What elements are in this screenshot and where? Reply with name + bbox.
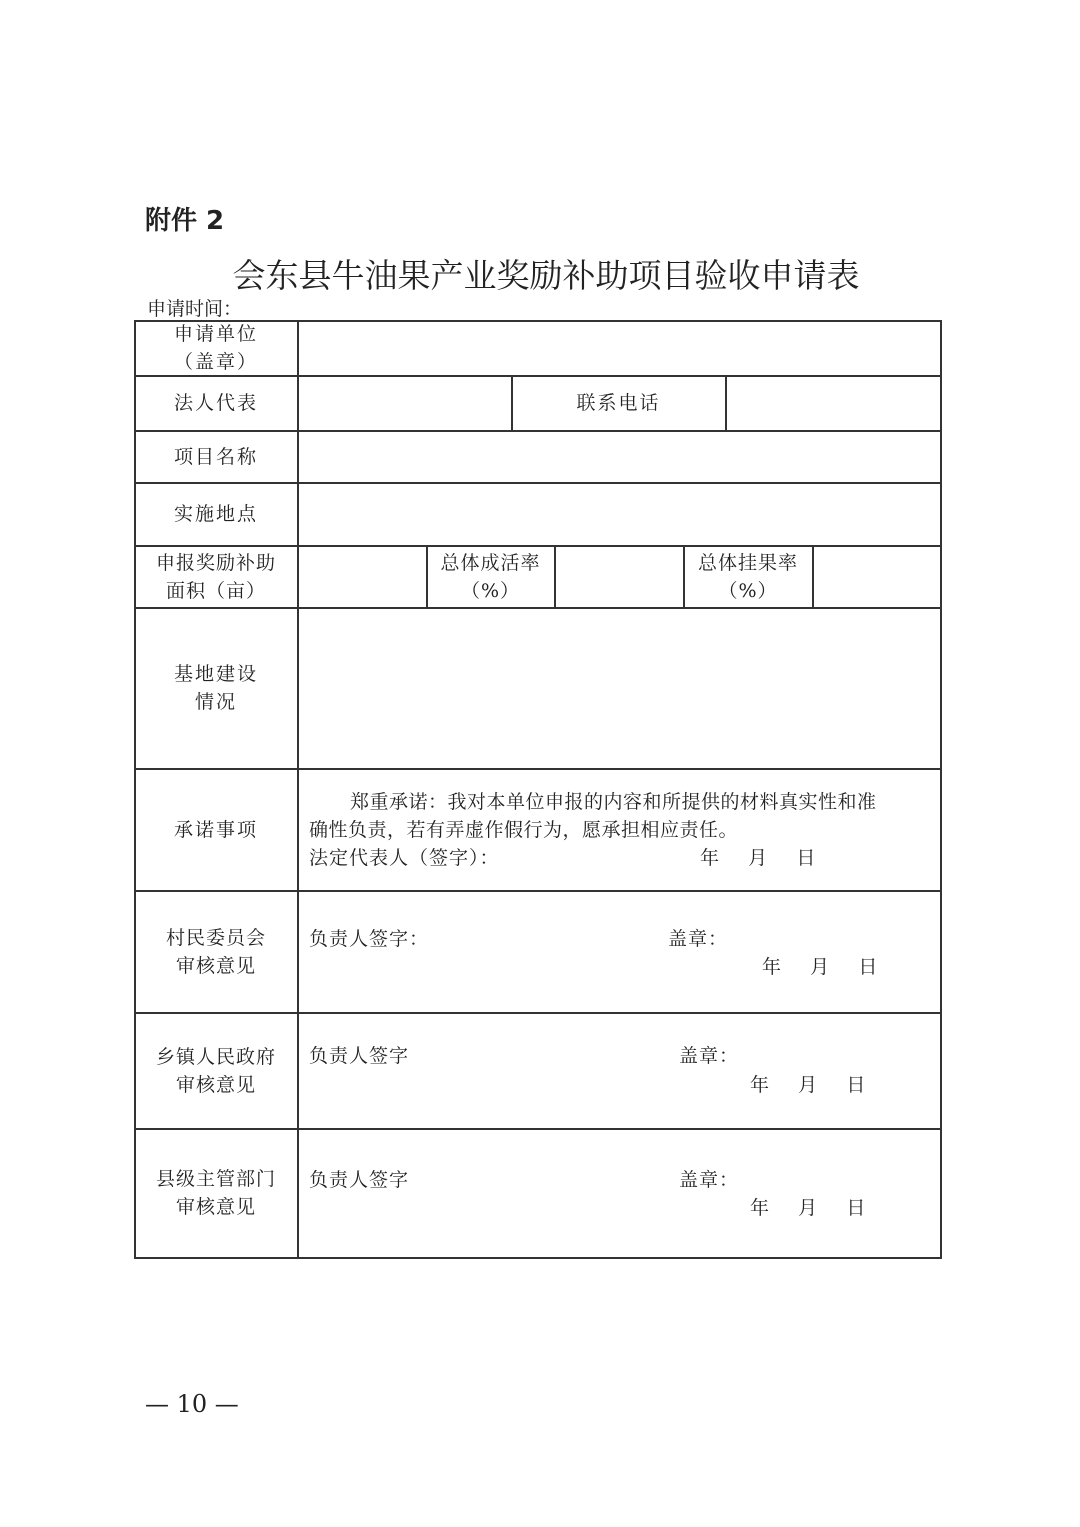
label-phone: 联系电话 <box>576 392 661 414</box>
commitment-signature-label: 法定代表人（签字）： <box>309 847 500 869</box>
page-number: — 10 — <box>145 1390 239 1418</box>
county-seal-label: 盖章： <box>679 1169 740 1191</box>
label-applicant-unit: 申请单位 （盖章） <box>173 323 258 373</box>
label-legal-rep: 法人代表 <box>173 392 258 414</box>
label-base-construction: 基地建设 情况 <box>173 663 258 713</box>
label-village-review: 村民委员会 审核意见 <box>165 926 266 977</box>
commitment-line-1: 郑重承诺：我对本单位申报的内容和所提供的材料真实性和准 <box>350 791 877 813</box>
form-title: 会东县牛油果产业奖励补助项目验收申请表 <box>232 256 860 295</box>
label-location: 实施地点 <box>173 503 258 525</box>
village-date: 年 月 日 <box>762 956 879 978</box>
village-sign-label: 负责人签字： <box>309 928 430 950</box>
apply-date-label: 申请时间： <box>147 298 243 320</box>
township-date: 年 月 日 <box>750 1074 867 1096</box>
attachment-label: 附件 2 <box>145 206 225 236</box>
county-sign-label: 负责人签字 <box>309 1169 410 1191</box>
label-township-review: 乡镇人民政府 审核意见 <box>155 1045 276 1096</box>
commitment-line-2: 确性负责，若有弄虚作假行为，愿承担相应责任。 <box>309 819 739 841</box>
label-area: 申报奖励补助 面积（亩） <box>155 551 276 602</box>
township-sign-label: 负责人签字 <box>309 1045 410 1067</box>
label-commitment: 承诺事项 <box>173 818 258 841</box>
label-project-name: 项目名称 <box>173 445 258 468</box>
label-county-review: 县级主管部门 审核意见 <box>155 1168 276 1218</box>
commitment-date: 年 月 日 <box>700 847 817 869</box>
label-fruit-rate: 总体挂果率 （%） <box>697 551 798 602</box>
county-date: 年 月 日 <box>750 1197 867 1219</box>
township-seal-label: 盖章： <box>679 1045 740 1067</box>
label-survival-rate: 总体成活率 （%） <box>440 551 541 602</box>
village-seal-label: 盖章： <box>668 928 729 950</box>
